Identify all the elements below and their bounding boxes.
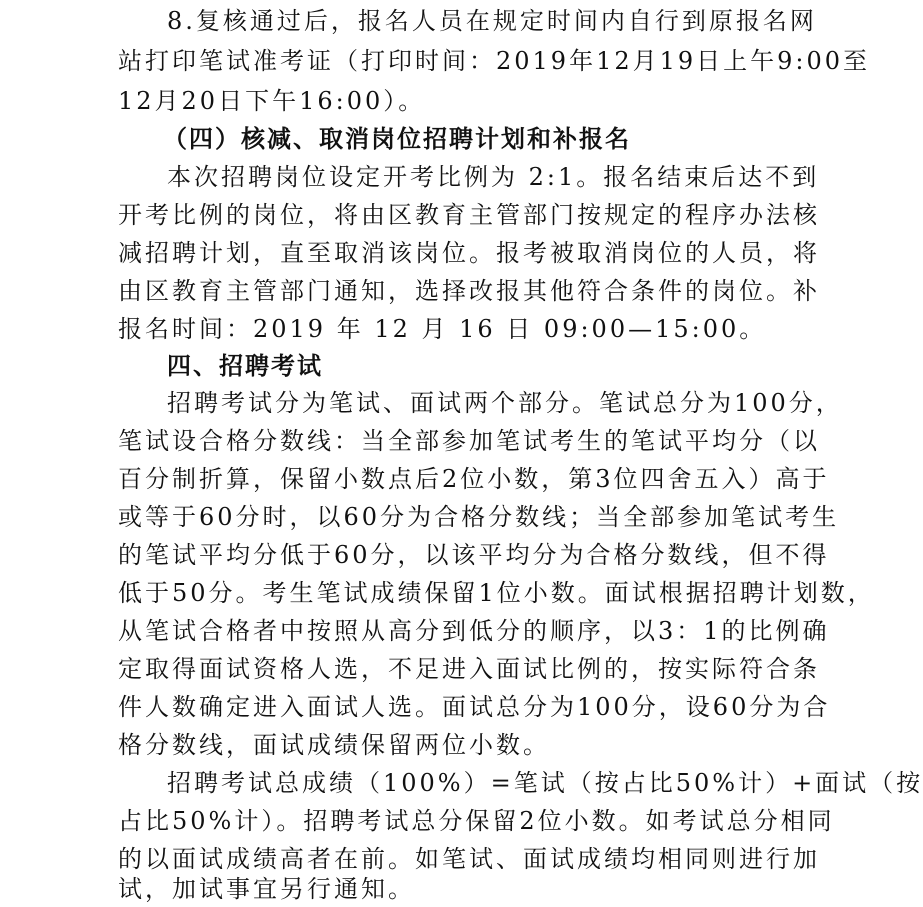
text-line: 报名时间：2019 年 12 月 16 日 09:00—15:00。	[118, 315, 767, 343]
text-line: 本次招聘岗位设定开考比例为 2:1。报名结束后达不到	[167, 163, 820, 191]
text-line: 招聘考试分为笔试、面试两个部分。笔试总分为100分，	[167, 389, 843, 417]
text-line: 格分数线，面试成绩保留两位小数。	[118, 731, 550, 759]
text-line: 开考比例的岗位，将由区教育主管部门按规定的程序办法核	[118, 201, 820, 229]
subsection-heading: （四）核减、取消岗位招聘计划和补报名	[163, 124, 631, 153]
text-line: 定取得面试资格人选，不足进入面试比例的，按实际符合条	[118, 655, 820, 683]
section-heading: 四、招聘考试	[167, 351, 323, 380]
text-line: 或等于60分时，以60分为合格分数线；当全部参加笔试考生	[118, 503, 840, 531]
text-line: 试，加试事宜另行通知。	[118, 875, 415, 903]
text-line: 招聘考试总成绩（100%）=笔试（按占比50%计）+面试（按	[167, 769, 923, 797]
text-line: 件人数确定进入面试人选。面试总分为100分，设60分为合	[118, 693, 831, 721]
text-line: 占比50%计）。招聘考试总分保留2位小数。如考试总分相同	[118, 807, 835, 835]
text-line: 12月20日下午16:00）。	[118, 87, 426, 115]
text-line: 从笔试合格者中按照从高分到低分的顺序，以3：1的比例确	[118, 617, 830, 645]
text-line: 笔试设合格分数线：当全部参加笔试考生的笔试平均分（以	[118, 427, 820, 455]
text-line: 减招聘计划，直至取消该岗位。报考被取消岗位的人员，将	[118, 239, 820, 267]
text-line: 低于50分。考生笔试成绩保留1位小数。面试根据招聘计划数，	[118, 579, 875, 607]
text-line: 百分制折算，保留小数点后2位小数，第3位四舍五入）高于	[118, 465, 830, 493]
text-line: 的笔试平均分低于60分，以该平均分为合格分数线，但不得	[118, 541, 830, 569]
text-line: 由区教育主管部门通知，选择改报其他符合条件的岗位。补	[118, 277, 820, 305]
text-line: 的以面试成绩高者在前。如笔试、面试成绩均相同则进行加	[118, 845, 820, 873]
text-line: 站打印笔试准考证（打印时间：2019年12月19日上午9:00至	[118, 47, 871, 75]
text-line: 8.复核通过后，报名人员在规定时间内自行到原报名网	[167, 7, 817, 35]
